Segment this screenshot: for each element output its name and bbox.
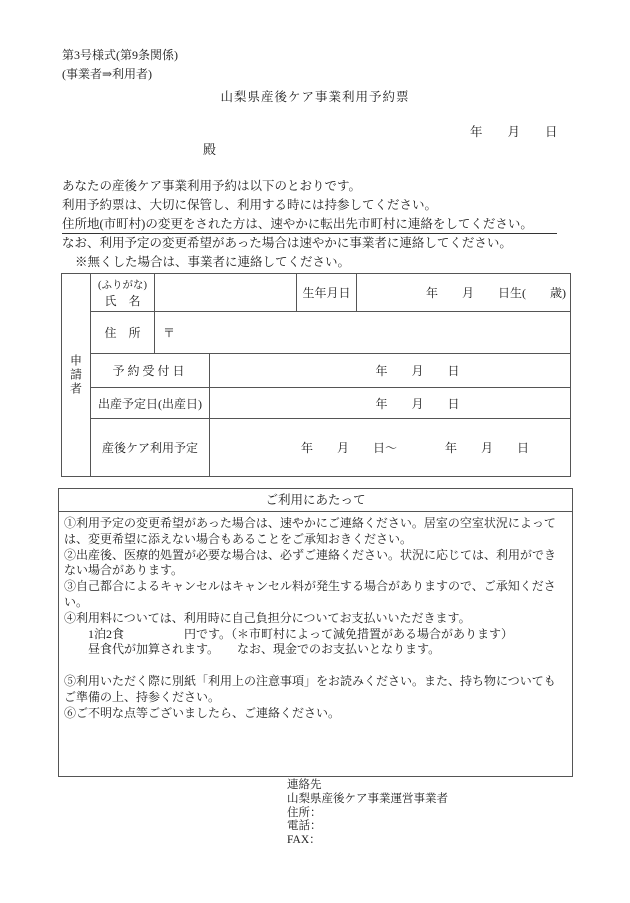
usage-note-3: ③自己都合によるキャンセルはキャンセル料が発生する場合がありますので、ご承知ください。 (64, 579, 556, 609)
address-input-area (154, 312, 570, 353)
care-period-label: 産後ケア利用予定 (101, 441, 198, 455)
table-row-due-date (91, 387, 570, 418)
reservation-date-label: 予約受付日 (112, 364, 188, 378)
operator-name: 山梨県産後ケア事業運営事業者 (287, 792, 448, 805)
intro-line-2: 利用予約票は、大切に保管し、利用する時には持参してください。 (62, 198, 438, 212)
operator-phone: 電話： (287, 820, 322, 833)
due-date-label: 出産予定日(出産日) (98, 396, 202, 411)
name-label: 氏 名 (104, 293, 141, 308)
usage-note-4-price: 1泊2食 円です。（＊市町村によって減免措置がある場合があります） (64, 626, 514, 641)
usage-notes-body (59, 512, 572, 721)
applicant-table (61, 273, 571, 477)
usage-note-4-lunch: 昼食代が加算されます。 なお、現金でのお支払いとなります。 (64, 642, 441, 657)
operator-fax: FAX： (287, 834, 321, 847)
underlined-notice: 住所地(市町村)の変更をされた方は、速やかに転出先市町村に連絡をしてください。 (62, 216, 557, 234)
postal-mark: 〒 (163, 326, 176, 340)
usage-note-4: ④利用料については、利用時に自己負担分についてお支払いいただきます。 (64, 610, 471, 625)
reservation-date-value: 年 月 日 (209, 354, 570, 387)
name-label-cell (91, 274, 154, 311)
contact-label: 連絡先 (287, 779, 322, 791)
operator-address: 住所： (287, 806, 322, 819)
table-row-care-period (91, 418, 570, 476)
usage-note-6: ⑥ご不明な点等ございましたら、ご連絡ください。 (64, 705, 341, 720)
intro-line-4: なお、利用予定の変更希望があった場合は速やかに事業者に連絡してください。 (62, 236, 512, 250)
usage-note-5: ⑤利用いただく際に別紙「利用上の注意事項」をお読みください。また、持ち物についてもご準備の上、持参ください。 (64, 673, 556, 704)
due-date-value: 年 月 日 (209, 388, 570, 418)
form-direction: (事業者⇒利用者) (62, 67, 153, 81)
address-label: 住 所 (104, 326, 141, 340)
table-row-reservation-date (91, 353, 570, 387)
usage-notes-title: ご利用にあたって (59, 489, 572, 512)
care-period-value: 年 月 日～ 年 月 日 (209, 419, 570, 476)
addressee-honorific: 殿 (203, 142, 217, 157)
page-title: 山梨県産後ケア事業利用予約票 (220, 90, 410, 104)
form-number: 第3号様式(第9条関係) (62, 48, 178, 62)
birthdate-label: 生年月日 (296, 274, 356, 311)
furigana-label: (ふりがな) (98, 279, 147, 291)
intro-line-1: あなたの産後ケア事業利用予約は以下のとおりです。 (62, 179, 362, 193)
usage-notes-box (58, 488, 573, 777)
intro-line-3 (62, 215, 568, 234)
contact-block (287, 779, 448, 848)
usage-note-2: ②出産後、医療的処置が必要な場合は、必ずご連絡ください。状況に応じては、利用ができない場合があります。 (64, 547, 557, 578)
intro-note: ※無くした場合は、事業者に連絡してください。 (75, 255, 351, 269)
birthdate-value: 年 月 日生( 歳) (356, 274, 570, 311)
applicant-side-label: 申請者 (62, 274, 91, 476)
usage-note-1: ①利用予定の変更希望があった場合は、速やかにご連絡ください。居室の空室状況によっては、変更希望に添えない場合もあることをご承知おきください。 (64, 516, 556, 546)
table-row-address (91, 311, 570, 353)
intro-paragraph (62, 177, 568, 272)
usage-note-blank (64, 658, 567, 674)
issue-date-line: 年 月 日 (470, 125, 558, 139)
table-row-name (91, 274, 570, 311)
name-input-area (154, 274, 296, 311)
